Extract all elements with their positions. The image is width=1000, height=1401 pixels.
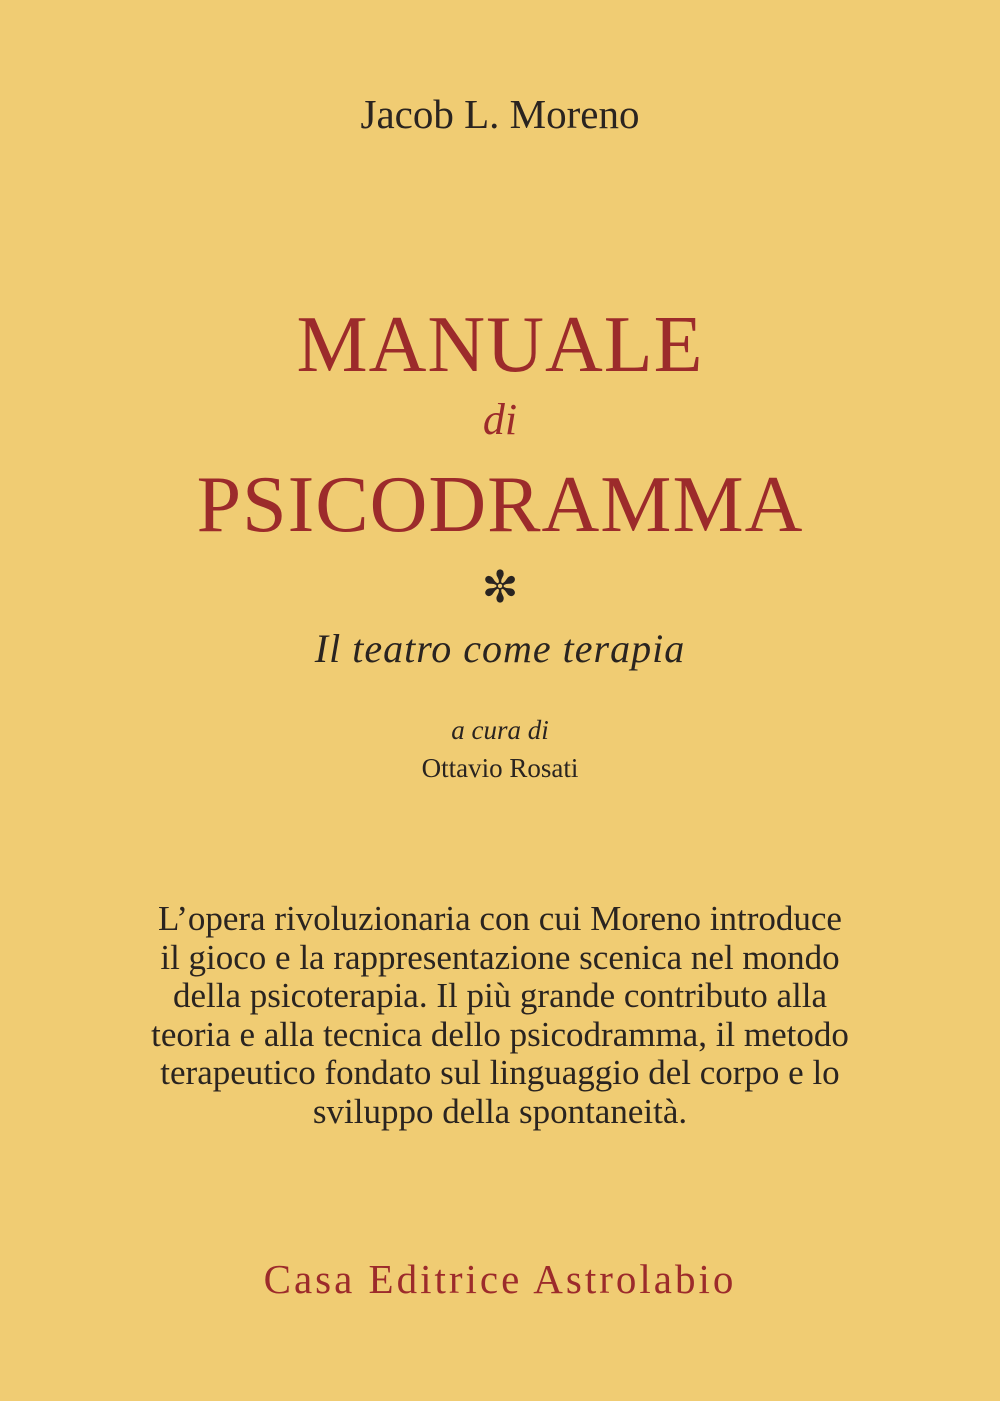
title-connector: di (482, 395, 518, 444)
blurb-line: sviluppo della spontaneità. (312, 1091, 688, 1131)
subtitle: Il teatro come terapia (314, 626, 686, 671)
blurb-line: terapeutico fondato sul linguaggio del corpo e lo (160, 1053, 840, 1092)
blurb-line: teoria e alla tecnica dello psicodramma, il metodo (151, 1014, 849, 1054)
author-name: Jacob L. Moreno (360, 91, 640, 137)
blurb-line: della psicoterapia. Il più grande contributo alla (172, 976, 828, 1015)
title-line-2: PSICODRAMMA (196, 461, 804, 549)
blurb (0, 900, 1000, 1131)
curator-label: a cura di (451, 715, 549, 745)
blurb-line: il gioco e la rappresentazione scenica nel mondo (160, 937, 840, 977)
publisher-name: Casa Editrice Astrolabio (263, 1256, 737, 1302)
asterisk-ornament-icon: ✼ (481, 563, 519, 612)
title-line-1: MANUALE (296, 301, 704, 389)
blurb-line: L’opera rivoluzionaria con cui Moreno introduce (158, 899, 842, 938)
curator-name: Ottavio Rosati (421, 753, 579, 783)
